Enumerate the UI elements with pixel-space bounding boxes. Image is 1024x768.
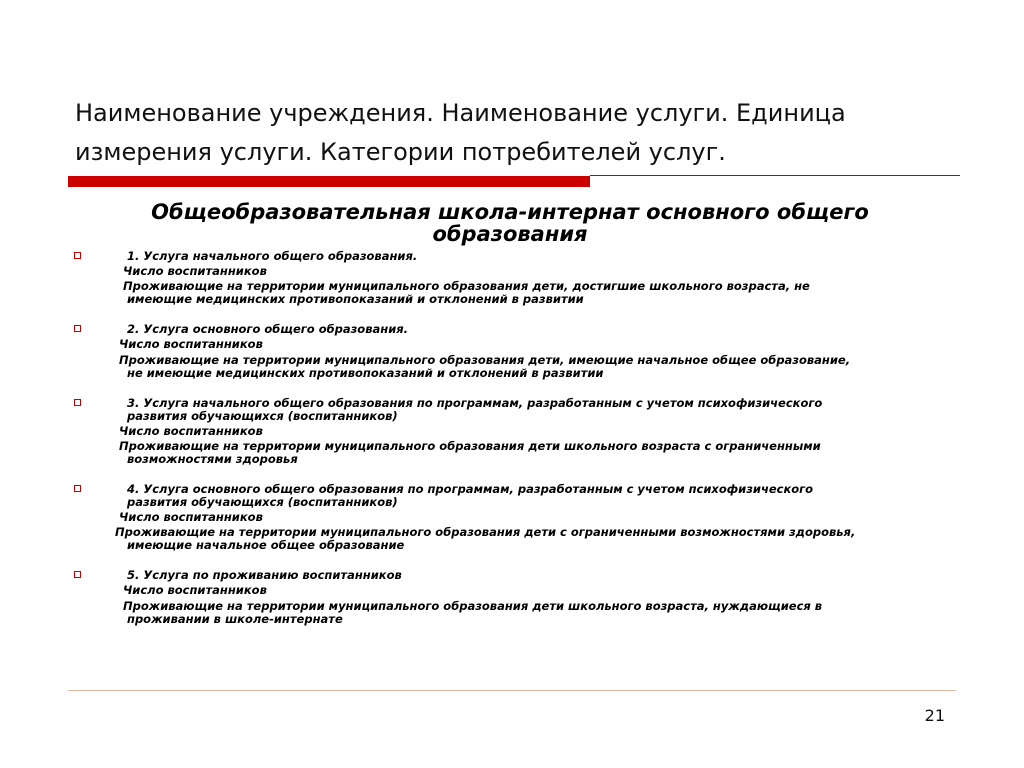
unit-of-measure: Число воспитанников	[119, 510, 263, 524]
slide-title	[75, 94, 975, 172]
consumer-category-line-2: не имеющие медицинских противопоказаний и отклонений в развитии	[127, 366, 604, 380]
square-bullet-icon	[74, 485, 81, 492]
consumer-category-line-2: возможностями здоровья	[127, 452, 298, 466]
title-accent-bar	[68, 176, 590, 187]
service-name: 2. Услуга основного общего образования.	[127, 322, 409, 336]
square-bullet-icon	[74, 252, 81, 259]
consumer-category-line-2: имеющие медицинских противопоказаний и отклонений в развитии	[127, 292, 584, 306]
service-name: 4. Услуга основного общего образования по программам, разработанным с учетом психофизического	[127, 482, 814, 496]
service-name: 5. Услуга по проживанию воспитанников	[127, 568, 402, 582]
consumer-category-line-1: Проживающие на территории муниципального образования дети, достигшие школьного возраста, не	[123, 279, 810, 293]
consumer-category-line-1: Проживающие на территории муниципального образования дети с ограниченными возможностями здоровья,	[115, 525, 856, 539]
consumer-category-line-1: Проживающие на территории муниципального образования дети, имеющие начальное общее образование,	[119, 353, 851, 367]
service-name-line-2: развития обучающихся (воспитанников)	[127, 495, 398, 509]
unit-of-measure: Число воспитанников	[123, 583, 267, 597]
service-name: 3. Услуга начального общего образования по программам, разработанным с учетом психофизического	[127, 396, 823, 410]
slide-subtitle	[80, 201, 940, 245]
unit-of-measure: Число воспитанников	[119, 337, 263, 351]
square-bullet-icon	[74, 325, 81, 332]
consumer-category-line-1: Проживающие на территории муниципального образования дети школьного возраста с ограниченными	[119, 439, 821, 453]
subtitle-line-1: Общеобразовательная школа-интернат основного общего	[151, 200, 869, 224]
footer-divider	[68, 690, 956, 691]
square-bullet-icon	[74, 399, 81, 406]
service-name-line-2: развития обучающихся (воспитанников)	[127, 409, 398, 423]
consumer-category-line-1: Проживающие на территории муниципального образования дети школьного возраста, нуждающиеся в	[123, 599, 823, 613]
unit-of-measure: Число воспитанников	[119, 424, 263, 438]
consumer-category-line-2: имеющие начальное общее образование	[127, 538, 405, 552]
subtitle-line-2: образования	[432, 222, 588, 246]
page-number: 21	[924, 706, 945, 725]
consumer-category-line-2: проживании в школе-интернате	[127, 612, 343, 626]
unit-of-measure: Число воспитанников	[123, 264, 267, 278]
square-bullet-icon	[74, 571, 81, 578]
slide-title-line-2: измерения услуги. Категории потребителей услуг.	[75, 138, 726, 166]
service-name: 1. Услуга начального общего образования.	[127, 249, 418, 263]
title-divider-line	[590, 175, 960, 176]
slide-title-line-1: Наименование учреждения. Наименование услуги. Единица	[75, 99, 846, 127]
